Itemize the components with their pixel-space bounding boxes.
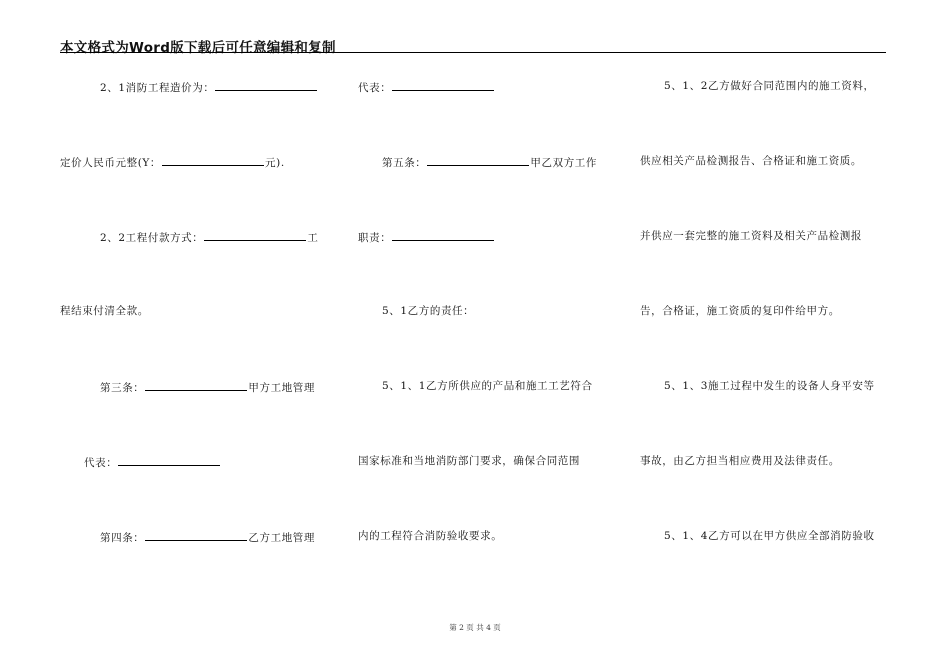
- line-text-suffix: 乙方工地管理: [248, 532, 316, 544]
- text-line: [60, 379, 315, 395]
- line-text: 代表：: [84, 457, 118, 469]
- line-text: 5、1、2乙方做好合同范围内的施工资料，: [664, 80, 875, 92]
- fill-in-blank: [204, 229, 306, 241]
- text-line: [358, 304, 474, 318]
- text-line: [640, 454, 840, 468]
- text-line: [60, 154, 285, 170]
- line-text: 第四条：: [100, 532, 145, 544]
- fill-in-blank: [145, 529, 247, 541]
- text-line: [358, 529, 502, 543]
- text-line: [60, 454, 221, 470]
- text-line: [640, 154, 862, 168]
- text-line: [640, 229, 862, 243]
- line-text-suffix: 甲乙双方工作: [530, 157, 598, 169]
- line-text-suffix: 工: [307, 232, 319, 244]
- text-line: [640, 379, 875, 393]
- line-text: 供应相关产品检测报告、合格证和施工资质。: [640, 155, 862, 167]
- column-1: [60, 0, 328, 672]
- column-3: [640, 0, 890, 672]
- line-text: 5、1、4乙方可以在甲方供应全部消防验收: [664, 530, 875, 542]
- line-text: 告，合格证，施工资质的复印件给甲方。: [640, 305, 840, 317]
- text-line: [60, 229, 318, 245]
- fill-in-blank: [392, 79, 494, 91]
- line-text: 代表：: [358, 82, 392, 94]
- line-text-suffix: 元).: [265, 157, 285, 169]
- document-header-title: 本文格式为Word版下载后可任意编辑和复制: [60, 40, 336, 56]
- line-text-suffix: 甲方工地管理: [248, 382, 316, 394]
- fill-in-blank: [427, 154, 529, 166]
- line-text: 并供应一套完整的施工资料及相关产品检测报: [640, 230, 862, 242]
- fill-in-blank: [145, 379, 247, 391]
- line-text: 5、1、3施工过程中发生的设备人身平安等: [664, 380, 875, 392]
- text-line: [640, 529, 875, 543]
- page-number-footer: 第 2 页 共 4 页: [449, 623, 501, 632]
- line-text: 2、1消防工程造价为：: [100, 82, 215, 94]
- line-text: 5、1、1乙方所供应的产品和施工工艺符合: [382, 380, 593, 392]
- line-text: 第五条：: [382, 157, 427, 169]
- line-text: 内的工程符合消防验收要求。: [358, 530, 503, 542]
- text-line: [358, 79, 495, 95]
- text-line: [60, 304, 149, 318]
- column-2: [358, 0, 614, 672]
- fill-in-blank: [118, 454, 220, 466]
- fill-in-blank: [215, 79, 317, 91]
- line-text: 程结束付清全款。: [60, 305, 149, 317]
- line-text: 5、1乙方的责任：: [382, 305, 475, 317]
- line-text: 定价人民币元整(Y：: [60, 157, 162, 169]
- fill-in-blank: [392, 229, 494, 241]
- line-text: 国家标准和当地消防部门要求，确保合同范围: [358, 455, 580, 467]
- text-line: [640, 304, 840, 318]
- text-line: [358, 454, 580, 468]
- text-line: [358, 154, 597, 170]
- line-text: 事故，由乙方担当相应费用及法律责任。: [640, 455, 840, 467]
- text-line: [640, 79, 875, 93]
- text-line: [358, 379, 593, 393]
- text-line: [358, 229, 495, 245]
- fill-in-blank: [162, 154, 264, 166]
- line-text: 职责：: [358, 232, 392, 244]
- line-text: 第三条：: [100, 382, 145, 394]
- text-line: [60, 529, 315, 545]
- line-text: 2、2工程付款方式：: [100, 232, 204, 244]
- text-line: [60, 79, 318, 95]
